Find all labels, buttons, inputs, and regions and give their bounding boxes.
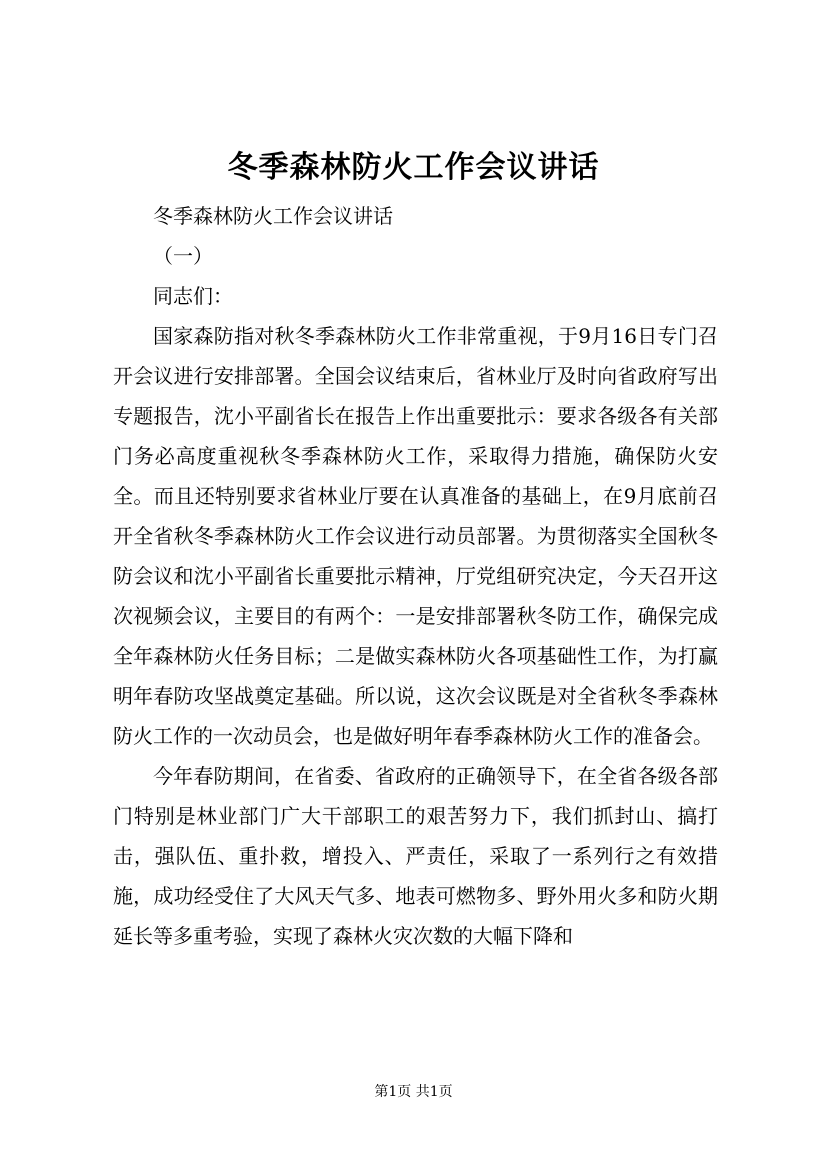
paragraph: 国家森防指对秋冬季森林防火工作非常重视，于9月16日专门召开会议进行安排部署。全国会议结束后，省林业厅及时向省政府写出专题报告，沈小平副省长在报告上作出重要批示：要求各级各有关部门务必高度重视秋冬季森林防火工作，采取得力措施，确保防火安全。而且还特别要求省林业厅要在认真准备的基础上，在9月底前召开全省秋冬季森林防火工作会议进行动员部署。为贯彻落实全国秋冬防会议和沈小平副省长重要批示精神，厅党组研究决定，今天召开这次视频会议，主要目的有两个：一是安排部署秋冬防工作，确保完成全年森林防火任务目标；二是做实森林防火各项基础性工作，为打赢明年春防攻坚战奠定基础。所以说，这次会议既是对全省秋冬季森林防火工作的一次动员会，也是做好明年春季森林防火工作的准备会。 xyxy=(113,324,718,748)
document-body xyxy=(113,196,718,956)
paragraph: 今年春防期间，在省委、省政府的正确领导下，在全省各级各部门特别是林业部门广大干部职工的艰苦努力下，我们抓封山、搞打击，强队伍、重扑救，增投入、严责任，采取了一系列行之有效措施，成功经受住了大风天气多、地表可燃物多、野外用火多和防火期延长等多重考验，实现了森林火灾次数的大幅下降和 xyxy=(113,764,718,948)
section-number: （一） xyxy=(153,244,213,268)
document-subtitle: 冬季森林防火工作会议讲话 xyxy=(153,204,393,228)
document-title: 冬季森林防火工作会议讲话 xyxy=(227,150,600,185)
salutation: 同志们： xyxy=(153,284,233,308)
page-footer: 第1页 共1页 xyxy=(374,1084,453,1100)
